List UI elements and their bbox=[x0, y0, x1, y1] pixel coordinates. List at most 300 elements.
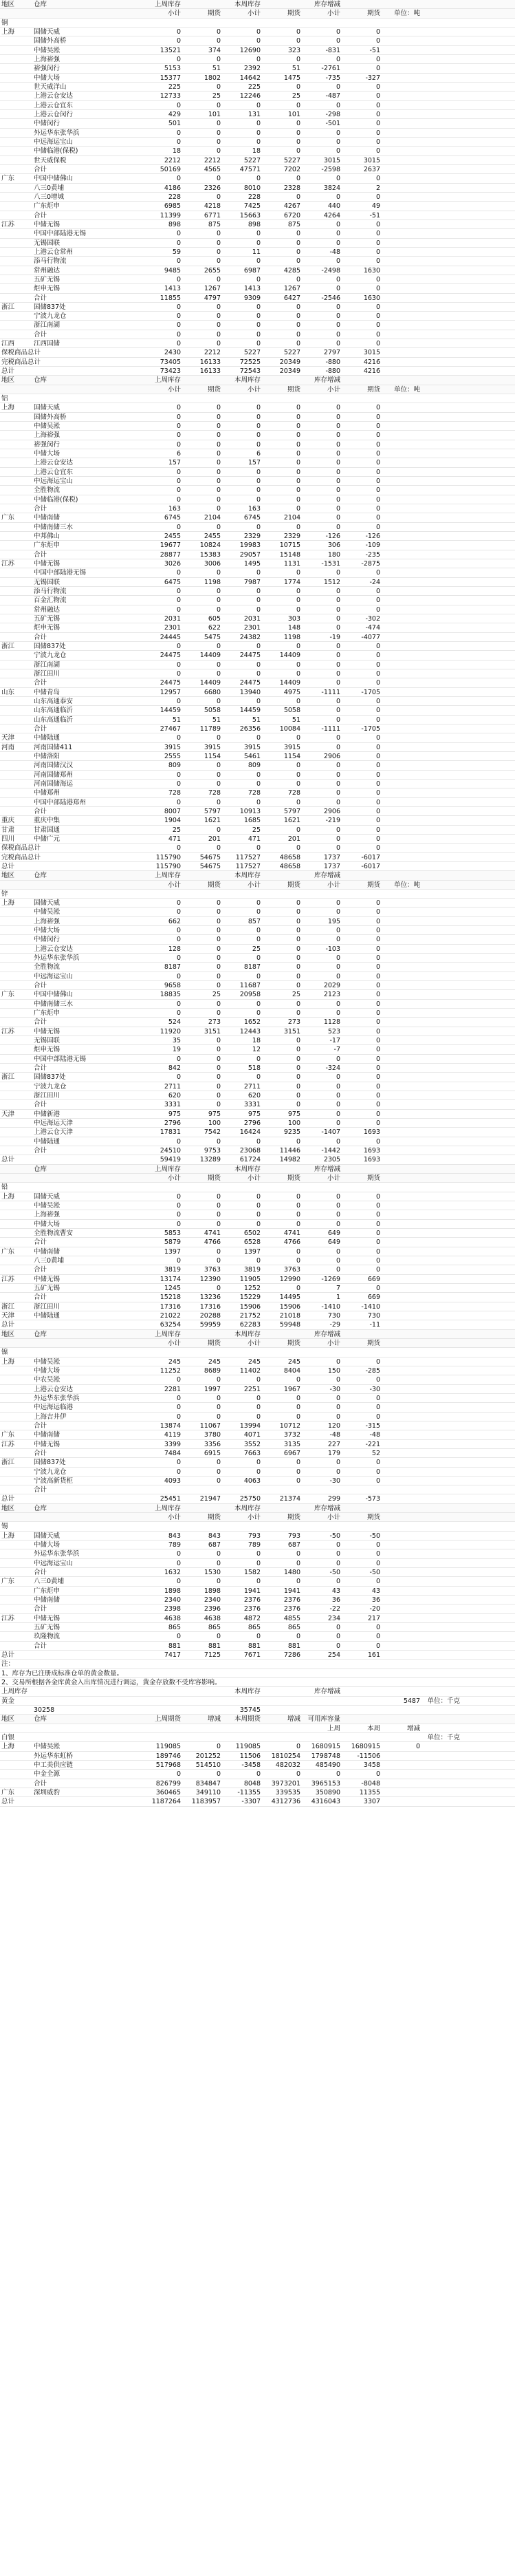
value-cell: 0 bbox=[216, 486, 221, 495]
value-cell: 0 bbox=[176, 927, 181, 935]
value-cell: 0 bbox=[216, 771, 221, 779]
value-cell: -30 bbox=[329, 1385, 340, 1393]
value-cell: 0 bbox=[296, 945, 300, 953]
value-cell: 0 bbox=[336, 459, 340, 467]
value-cell: 1187264 bbox=[151, 1798, 181, 1806]
value-cell bbox=[262, 1697, 302, 1706]
value-cell: -4077 bbox=[361, 633, 380, 641]
warehouse-cell: 炬申无锡 bbox=[34, 285, 61, 293]
value-cell: -324 bbox=[325, 1064, 340, 1073]
value-cell bbox=[421, 1339, 461, 1348]
value-cell: -51 bbox=[369, 211, 380, 219]
value-cell bbox=[382, 1596, 421, 1604]
value-cell: 6502 bbox=[243, 1229, 261, 1237]
value-cell: 0 bbox=[375, 1633, 380, 1641]
warehouse-cell: 中储吴淞 bbox=[34, 1201, 61, 1210]
warehouse-cell: 全胜物流 bbox=[34, 486, 61, 495]
value-cell bbox=[382, 623, 421, 632]
value-cell bbox=[421, 367, 461, 376]
value-cell bbox=[421, 257, 461, 266]
value-cell bbox=[382, 422, 421, 431]
value-cell bbox=[382, 229, 421, 238]
value-cell: 期货 bbox=[207, 10, 221, 18]
value-cell: 0 bbox=[256, 413, 261, 421]
value-cell: 1154 bbox=[204, 752, 221, 760]
value-cell bbox=[421, 816, 461, 825]
value-cell: 11 bbox=[252, 248, 261, 256]
sheet-row bbox=[0, 1137, 515, 1146]
value-cell: 975 bbox=[208, 1110, 221, 1118]
value-cell bbox=[382, 36, 421, 45]
value-cell: 0 bbox=[256, 431, 261, 440]
value-cell: 217 bbox=[367, 1614, 380, 1622]
value-cell: 4216 bbox=[363, 358, 380, 366]
value-cell bbox=[382, 605, 421, 614]
value-cell: 0 bbox=[176, 661, 181, 669]
value-cell: 189746 bbox=[155, 1752, 181, 1760]
value-cell bbox=[421, 1128, 461, 1137]
value-cell: 0 bbox=[375, 908, 380, 916]
value-cell bbox=[382, 1082, 421, 1091]
sheet-row bbox=[0, 1568, 515, 1577]
value-cell: 0 bbox=[296, 597, 300, 605]
warehouse-cell: 国储837处 bbox=[34, 1459, 66, 1467]
value-cell bbox=[382, 1100, 421, 1109]
value-cell: 0 bbox=[296, 37, 300, 45]
value-cell: 0 bbox=[296, 101, 300, 109]
value-cell bbox=[382, 156, 421, 165]
value-cell: 0 bbox=[375, 835, 380, 843]
value-cell: 0 bbox=[336, 1110, 340, 1118]
value-cell: 0 bbox=[176, 588, 181, 595]
value-cell: 21947 bbox=[199, 1495, 221, 1503]
value-cell: 单位：千克 bbox=[427, 1697, 460, 1705]
value-cell: 0 bbox=[375, 450, 380, 458]
value-cell: 24475 bbox=[160, 652, 181, 660]
value-cell: 254 bbox=[327, 1651, 340, 1660]
value-cell: 471 bbox=[248, 835, 261, 843]
value-cell bbox=[262, 1183, 302, 1192]
value-cell: 0 bbox=[176, 1256, 181, 1265]
value-cell: 0 bbox=[336, 1770, 340, 1779]
sheet-row bbox=[0, 1687, 515, 1696]
value-cell bbox=[421, 1119, 461, 1128]
value-cell bbox=[382, 1018, 421, 1027]
value-cell bbox=[142, 890, 182, 899]
value-cell: 6745 bbox=[164, 514, 181, 522]
value-cell: 51 bbox=[252, 716, 261, 724]
value-cell: 0 bbox=[176, 1459, 181, 1467]
warehouse-cell: 中国中部陆港无锡 bbox=[34, 569, 87, 577]
value-cell: -11506 bbox=[357, 1752, 380, 1760]
warehouse-cell: 合计 bbox=[34, 982, 47, 990]
value-cell: 0 bbox=[375, 1578, 380, 1586]
value-cell bbox=[382, 74, 421, 83]
sheet-row bbox=[0, 1302, 515, 1311]
value-cell: 898 bbox=[248, 220, 261, 228]
value-cell bbox=[382, 1541, 421, 1549]
region-cell bbox=[0, 587, 32, 596]
value-cell bbox=[382, 614, 421, 623]
value-cell bbox=[382, 1210, 421, 1219]
value-cell bbox=[382, 1055, 421, 1064]
region-cell: 上周库存 bbox=[1, 1688, 28, 1696]
sheet-row bbox=[0, 1522, 515, 1531]
warehouse-cell: 上海吉井伊 bbox=[34, 1413, 67, 1421]
region-cell: 地区 bbox=[1, 1504, 15, 1512]
value-cell: 43 bbox=[371, 1587, 380, 1595]
region-cell bbox=[0, 1119, 32, 1128]
sheet-row bbox=[0, 1055, 515, 1064]
value-cell: 0 bbox=[216, 844, 221, 852]
value-cell: 36 bbox=[371, 1596, 380, 1604]
region-cell bbox=[0, 1146, 32, 1155]
value-cell bbox=[382, 1623, 421, 1632]
region-cell bbox=[0, 724, 32, 733]
value-cell bbox=[382, 468, 421, 477]
value-cell: 47571 bbox=[239, 165, 261, 173]
value-cell: 0 bbox=[375, 716, 380, 724]
value-cell: 299 bbox=[327, 1495, 340, 1503]
value-cell: 0 bbox=[296, 275, 300, 283]
value-cell bbox=[302, 890, 342, 899]
value-cell: 10715 bbox=[279, 541, 300, 550]
value-cell bbox=[421, 1375, 461, 1384]
region-cell: 浙江 bbox=[1, 1459, 15, 1467]
value-cell: 0 bbox=[375, 1046, 380, 1054]
value-cell: 1967 bbox=[283, 1385, 300, 1393]
value-cell: 0 bbox=[256, 330, 261, 339]
region-cell bbox=[0, 202, 32, 211]
value-cell: -51 bbox=[369, 46, 380, 54]
value-cell: 0 bbox=[296, 697, 300, 705]
warehouse-cell: 合计 bbox=[34, 1449, 47, 1457]
region-cell: 甘肃 bbox=[1, 826, 15, 834]
value-cell: 1267 bbox=[283, 285, 300, 293]
value-cell: 0 bbox=[336, 303, 340, 311]
value-cell bbox=[421, 1192, 461, 1201]
value-cell: -221 bbox=[365, 1440, 380, 1448]
value-cell: 0 bbox=[216, 1101, 221, 1109]
sheet-row bbox=[0, 422, 515, 431]
value-cell bbox=[382, 1375, 421, 1384]
value-cell: 期货 bbox=[366, 10, 380, 18]
value-cell: 小计 bbox=[167, 385, 181, 394]
value-cell: 0 bbox=[256, 422, 261, 431]
value-cell: 19677 bbox=[160, 541, 181, 550]
value-cell: 4797 bbox=[204, 294, 221, 302]
region-cell bbox=[0, 477, 32, 486]
value-cell: 1798748 bbox=[311, 1752, 340, 1760]
warehouse-cell: 江西国储 bbox=[34, 340, 61, 348]
value-cell: 440 bbox=[327, 202, 340, 211]
value-cell: 0 bbox=[176, 597, 181, 605]
value-cell bbox=[421, 9, 461, 18]
value-cell bbox=[382, 394, 421, 403]
value-cell bbox=[382, 1632, 421, 1641]
value-cell bbox=[421, 1669, 461, 1678]
value-cell bbox=[421, 798, 461, 807]
value-cell: 0 bbox=[375, 486, 380, 495]
value-cell: 0 bbox=[296, 798, 300, 806]
value-cell: 0 bbox=[375, 1092, 380, 1100]
warehouse-cell: 添马行物流 bbox=[34, 588, 67, 595]
value-cell: 本周库存 bbox=[234, 1330, 261, 1338]
value-cell bbox=[302, 1522, 342, 1531]
value-cell bbox=[421, 1293, 461, 1302]
value-cell bbox=[421, 1100, 461, 1109]
value-cell: 0 bbox=[216, 37, 221, 45]
value-cell: 1898 bbox=[204, 1587, 221, 1595]
warehouse-cell: 广东炬申 bbox=[34, 541, 61, 550]
value-cell: 11355 bbox=[359, 1788, 380, 1796]
value-cell bbox=[421, 1604, 461, 1613]
warehouse-cell: 中储临港(保税) bbox=[34, 147, 78, 155]
value-cell bbox=[142, 1522, 182, 1531]
value-cell: 0 bbox=[296, 1256, 300, 1265]
value-cell: -1407 bbox=[321, 1128, 340, 1137]
value-cell bbox=[421, 1421, 461, 1430]
value-cell bbox=[382, 1027, 421, 1036]
value-cell: 24475 bbox=[239, 679, 261, 687]
value-cell: 0 bbox=[216, 1201, 221, 1210]
value-cell bbox=[222, 890, 262, 899]
sheet-row bbox=[0, 513, 515, 522]
value-cell bbox=[262, 1348, 302, 1357]
warehouse-cell: 八三0增城 bbox=[34, 193, 65, 201]
value-cell: 11402 bbox=[239, 1366, 261, 1375]
value-cell: 0 bbox=[176, 1192, 181, 1201]
sheet-row bbox=[0, 119, 515, 128]
value-cell bbox=[421, 348, 461, 357]
value-cell: 374 bbox=[208, 46, 221, 54]
region-cell bbox=[0, 1413, 32, 1421]
region-cell bbox=[0, 1137, 32, 1146]
warehouse-cell bbox=[32, 1697, 142, 1706]
value-cell: 期货 bbox=[287, 385, 300, 394]
value-cell: 0 bbox=[216, 798, 221, 806]
value-cell: 0 bbox=[336, 413, 340, 421]
value-cell: 0 bbox=[256, 1000, 261, 1008]
value-cell: 0 bbox=[336, 101, 340, 109]
sheet-row bbox=[0, 321, 515, 330]
value-cell bbox=[382, 1146, 421, 1155]
sheet-row bbox=[0, 807, 515, 816]
value-cell bbox=[262, 1504, 302, 1513]
value-cell bbox=[382, 1532, 421, 1541]
region-cell: 山东 bbox=[1, 688, 15, 696]
value-cell bbox=[421, 1568, 461, 1577]
value-cell bbox=[421, 193, 461, 202]
value-cell: 11252 bbox=[160, 1366, 181, 1375]
value-cell: 0 bbox=[375, 1110, 380, 1118]
value-cell bbox=[382, 1091, 421, 1100]
value-cell bbox=[382, 853, 421, 862]
value-cell: 0 bbox=[336, 514, 340, 522]
warehouse-cell: 中储大场 bbox=[34, 1366, 61, 1375]
value-cell: 0 bbox=[375, 175, 380, 183]
value-cell: 0 bbox=[216, 1256, 221, 1265]
value-cell bbox=[302, 1485, 342, 1494]
value-cell bbox=[382, 266, 421, 275]
value-cell: 0 bbox=[375, 826, 380, 834]
value-cell bbox=[382, 633, 421, 642]
warehouse-cell: 世天威洋山 bbox=[34, 83, 67, 91]
value-cell bbox=[421, 1485, 461, 1494]
value-cell bbox=[382, 28, 421, 36]
value-cell: 0 bbox=[296, 1404, 300, 1412]
value-cell bbox=[382, 1183, 421, 1192]
value-cell: 0 bbox=[336, 908, 340, 916]
warehouse-cell: 中储无锡 bbox=[34, 1027, 61, 1035]
value-cell: 3915 bbox=[243, 743, 261, 751]
value-cell bbox=[262, 1660, 302, 1668]
region-cell bbox=[0, 623, 32, 632]
value-cell: 0 bbox=[216, 972, 221, 980]
warehouse-cell: 中储南储 bbox=[34, 1247, 61, 1256]
value-cell: 73423 bbox=[160, 367, 181, 376]
value-cell: 2796 bbox=[243, 1119, 261, 1128]
value-cell bbox=[342, 1706, 382, 1715]
value-cell: 0 bbox=[336, 230, 340, 238]
value-cell bbox=[421, 495, 461, 504]
sheet-row bbox=[0, 275, 515, 284]
value-cell: 小计 bbox=[167, 1514, 181, 1522]
value-cell bbox=[382, 1284, 421, 1293]
value-cell: 0 bbox=[296, 1064, 300, 1073]
warehouse-cell: 上海裕强 bbox=[34, 55, 61, 63]
value-cell: 0 bbox=[375, 807, 380, 815]
warehouse-cell: 中储青岛 bbox=[34, 688, 61, 696]
region-cell bbox=[0, 1265, 32, 1274]
value-cell: -8048 bbox=[361, 1779, 380, 1788]
value-cell: 0 bbox=[336, 614, 340, 623]
value-cell bbox=[382, 348, 421, 357]
value-cell bbox=[421, 394, 461, 403]
value-cell bbox=[382, 129, 421, 138]
value-cell: 3015 bbox=[363, 156, 380, 164]
value-cell: 14982 bbox=[279, 1156, 300, 1164]
sheet-row bbox=[0, 605, 515, 614]
sheet-row bbox=[0, 596, 515, 605]
value-cell: 59 bbox=[172, 248, 181, 256]
value-cell: -298 bbox=[325, 110, 340, 118]
value-cell bbox=[421, 1403, 461, 1412]
value-cell bbox=[342, 0, 382, 9]
value-cell: 0 bbox=[336, 1220, 340, 1228]
value-cell bbox=[421, 1220, 461, 1229]
warehouse-cell: 河南国储411 bbox=[34, 743, 73, 751]
value-cell: 19983 bbox=[239, 541, 261, 550]
value-cell bbox=[421, 83, 461, 92]
value-cell: 3819 bbox=[164, 1266, 181, 1274]
value-cell bbox=[421, 19, 461, 28]
value-cell: 0 bbox=[256, 1633, 261, 1641]
warehouse-cell: 重庆中集 bbox=[34, 817, 61, 825]
value-cell: 0 bbox=[336, 789, 340, 797]
value-cell bbox=[382, 716, 421, 724]
region-cell: 地区 bbox=[1, 872, 15, 880]
value-cell bbox=[382, 202, 421, 211]
value-cell: 0 bbox=[256, 486, 261, 495]
warehouse-cell bbox=[32, 9, 142, 18]
region-cell bbox=[0, 697, 32, 706]
value-cell: 11905 bbox=[239, 1275, 261, 1283]
value-cell: 0 bbox=[336, 1413, 340, 1421]
region-cell bbox=[0, 211, 32, 220]
value-cell bbox=[382, 1192, 421, 1201]
value-cell bbox=[382, 495, 421, 504]
value-cell bbox=[142, 1678, 182, 1687]
value-cell: 期货 bbox=[366, 385, 380, 394]
value-cell: 0 bbox=[336, 652, 340, 660]
value-cell: 0 bbox=[375, 752, 380, 760]
value-cell: 0 bbox=[375, 505, 380, 513]
warehouse-cell: 中储吴淞 bbox=[34, 1743, 61, 1751]
value-cell: 0 bbox=[375, 697, 380, 705]
sheet-row bbox=[0, 1000, 515, 1009]
value-cell bbox=[421, 138, 461, 147]
value-cell bbox=[382, 431, 421, 440]
value-cell bbox=[382, 1687, 421, 1696]
region-cell: 广东 bbox=[1, 1247, 15, 1256]
value-cell: 库存增减 bbox=[314, 1, 340, 8]
value-cell: 865 bbox=[168, 1624, 181, 1632]
value-cell: 2301 bbox=[243, 624, 261, 632]
value-cell: 1997 bbox=[204, 1385, 221, 1393]
value-cell: 18835 bbox=[160, 991, 181, 999]
value-cell: 0 bbox=[336, 1119, 340, 1128]
value-cell: 15377 bbox=[160, 74, 181, 82]
value-cell: -1111 bbox=[321, 688, 340, 696]
value-cell: 842 bbox=[168, 1064, 181, 1073]
value-cell bbox=[342, 1183, 382, 1192]
sheet-row bbox=[0, 1449, 515, 1458]
value-cell: 3819 bbox=[243, 1266, 261, 1274]
value-cell: 0 bbox=[256, 1559, 261, 1567]
value-cell bbox=[302, 1678, 342, 1687]
region-cell bbox=[0, 596, 32, 605]
value-cell: 9485 bbox=[164, 266, 181, 275]
region-cell bbox=[0, 678, 32, 687]
sheet-row bbox=[0, 110, 515, 119]
value-cell: 0 bbox=[256, 257, 261, 266]
value-cell: 523 bbox=[327, 1027, 340, 1035]
warehouse-cell bbox=[32, 853, 142, 862]
value-cell bbox=[142, 19, 182, 28]
value-cell: 0 bbox=[336, 1459, 340, 1467]
value-cell: 23068 bbox=[239, 1147, 261, 1155]
value-cell bbox=[421, 669, 461, 678]
region-cell: 广东 bbox=[1, 1431, 15, 1439]
value-cell: 0 bbox=[216, 1009, 221, 1018]
value-cell: 期货 bbox=[287, 1339, 300, 1347]
value-cell bbox=[421, 1632, 461, 1641]
sheet-row bbox=[0, 724, 515, 733]
value-cell bbox=[421, 972, 461, 981]
value-cell: 303 bbox=[287, 614, 300, 623]
value-cell: 0 bbox=[375, 679, 380, 687]
value-cell: 0 bbox=[296, 1220, 300, 1228]
warehouse-cell bbox=[32, 1797, 142, 1806]
sheet-row bbox=[0, 1494, 515, 1503]
value-cell bbox=[142, 1724, 182, 1733]
value-cell bbox=[421, 36, 461, 45]
value-cell bbox=[342, 1485, 382, 1494]
value-cell: 1480 bbox=[283, 1569, 300, 1577]
value-cell: 1252 bbox=[243, 1284, 261, 1292]
sheet-row bbox=[0, 1247, 515, 1256]
